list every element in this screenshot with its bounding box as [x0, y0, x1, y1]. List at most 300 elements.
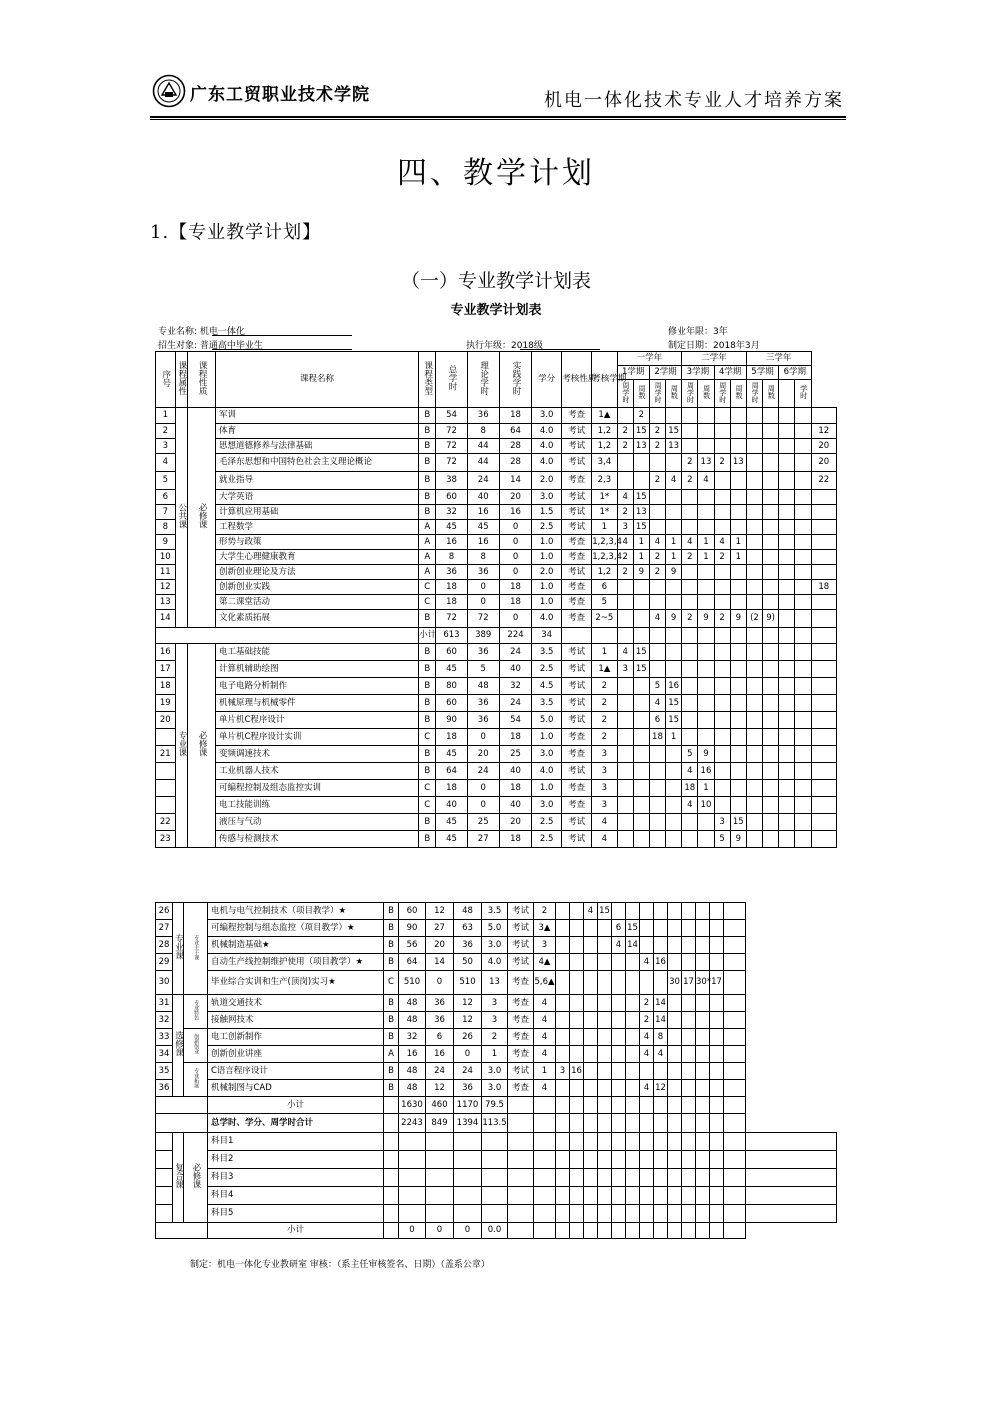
cell-value: 40	[467, 490, 499, 505]
cell-value: 3.0	[482, 937, 508, 954]
cell-value: 2,3	[592, 472, 617, 490]
cell-blank	[562, 628, 592, 644]
cell-value	[570, 1187, 584, 1205]
group-prof-main-text: 专业主干课	[193, 934, 200, 960]
cell-value	[570, 1133, 584, 1151]
cell-value: 9	[730, 610, 746, 628]
group-elective	[173, 995, 184, 1097]
meta-underline	[520, 349, 600, 350]
cell-course-name: 变频调速技术	[215, 746, 418, 763]
cell-value	[682, 954, 696, 971]
cell-value	[666, 408, 682, 424]
cell-value: 考试	[562, 520, 592, 535]
subtotal-label: 小计	[419, 628, 436, 644]
cell-value: 36	[454, 937, 482, 954]
cell-value: 15	[633, 520, 649, 535]
cell-value	[724, 1187, 746, 1205]
subtotal-value: 0	[399, 1223, 426, 1239]
cell-blank	[556, 1097, 570, 1114]
cell-value	[763, 729, 779, 746]
cell-seq	[156, 797, 176, 814]
cell-value	[763, 780, 779, 797]
table-row	[156, 1046, 837, 1063]
cell-value	[811, 831, 837, 848]
cell-value: 40	[499, 797, 531, 814]
cell-value: 考查	[562, 797, 592, 814]
cell-value	[779, 712, 795, 729]
cell-value	[698, 595, 714, 610]
cell-value: 36	[467, 695, 499, 712]
cell-value: 16	[399, 1046, 426, 1063]
cell-value	[696, 937, 710, 954]
meta-major: 专业名称: 机电一体化	[158, 327, 245, 337]
cell-value: 考查	[562, 550, 592, 565]
group-required-composite-text: 必修课	[190, 1163, 201, 1189]
cell-value	[668, 1169, 682, 1187]
cell-seq: 31	[156, 995, 173, 1012]
cell-value	[584, 1080, 598, 1097]
cell-value: 18	[682, 780, 698, 797]
cell-value: 6	[649, 712, 665, 729]
cell-blank	[746, 628, 762, 644]
cell-value: 1,2	[592, 565, 617, 580]
cell-value	[617, 797, 633, 814]
cell-value: 2	[682, 610, 698, 628]
cell-value: 8	[654, 1029, 668, 1046]
cell-value: 2	[617, 565, 633, 580]
cell-value	[584, 937, 598, 954]
cell-value	[612, 1205, 626, 1223]
cell-seq: 18	[156, 678, 176, 695]
cell-value	[570, 1080, 584, 1097]
cell-value: 18	[499, 831, 531, 848]
subtotal-value: 79.5	[482, 1097, 508, 1114]
cell-value: 72	[467, 610, 499, 628]
cell-value: 3.0	[532, 408, 562, 424]
cell-value	[746, 661, 762, 678]
cell-blank	[617, 628, 633, 644]
cell-course-name: 电子电路分析制作	[215, 678, 418, 695]
cell-value: 14	[499, 472, 531, 490]
cell-value	[598, 971, 612, 995]
cell-value	[556, 1046, 570, 1063]
cell-seq: 27	[156, 920, 173, 937]
cell-value	[482, 1133, 508, 1151]
cell-value: B	[384, 920, 399, 937]
cell-value	[682, 995, 696, 1012]
cell-value: 1.0	[532, 729, 562, 746]
grand-total-value: 1394	[454, 1114, 482, 1133]
cell-value	[724, 1046, 746, 1063]
cell-value	[795, 520, 811, 535]
cell-value	[763, 472, 779, 490]
cell-value	[534, 1151, 556, 1169]
cell-value: 54	[436, 408, 467, 424]
cell-value: 3	[592, 763, 617, 780]
cell-value: B	[384, 1029, 399, 1046]
cell-value	[570, 1169, 584, 1187]
cell-value	[666, 831, 682, 848]
cell-value	[795, 695, 811, 712]
cell-value: 50	[454, 954, 482, 971]
cell-value: C	[419, 780, 436, 797]
cell-value	[682, 1187, 696, 1205]
cell-value: 考试	[562, 831, 592, 848]
cell-value	[633, 595, 649, 610]
cell-value	[795, 712, 811, 729]
group-professional-cont-text: 专业课	[173, 934, 184, 960]
cell-value: 考试	[562, 678, 592, 695]
cell-value: 考查	[508, 1080, 534, 1097]
cell-blank	[668, 1223, 682, 1239]
cell-value: 90	[399, 920, 426, 937]
cell-value: 28	[499, 454, 531, 472]
cell-value: 4	[654, 1046, 668, 1063]
cell-value: 48	[399, 995, 426, 1012]
cell-value	[795, 763, 811, 780]
cell-value: 1	[730, 535, 746, 550]
col-total	[436, 352, 467, 408]
cell-value	[779, 644, 795, 661]
cell-value: 2	[682, 454, 698, 472]
col-credit: 学分	[532, 352, 562, 408]
cell-value	[426, 1187, 454, 1205]
cell-value	[696, 920, 710, 937]
cell-value	[714, 780, 730, 797]
cell-seq	[156, 1205, 173, 1223]
cell-value	[556, 1187, 570, 1205]
cell-value: B	[419, 763, 436, 780]
cell-blank	[156, 628, 419, 644]
cell-value	[714, 565, 730, 580]
cell-value	[746, 797, 762, 814]
cell-value: 72	[436, 610, 467, 628]
cell-value	[682, 695, 698, 712]
subtotal-value: 0	[426, 1223, 454, 1239]
grand-total-value: 849	[426, 1114, 454, 1133]
cell-value: B	[419, 678, 436, 695]
cell-value: 9	[698, 746, 714, 763]
cell-course-name: 电工创新制作	[208, 1029, 384, 1046]
cell-value: 16	[436, 535, 467, 550]
cell-value	[698, 565, 714, 580]
header-rule-thin	[150, 119, 846, 120]
cell-value	[654, 1063, 668, 1080]
cell-value: 45	[467, 520, 499, 535]
cell-value: 63	[454, 920, 482, 937]
cell-course-name: 创新创业讲座	[208, 1046, 384, 1063]
cell-value	[795, 454, 811, 472]
col-seq	[156, 352, 176, 408]
cell-value	[570, 995, 584, 1012]
cell-value	[666, 763, 682, 780]
cell-value	[626, 903, 640, 920]
col-hours-text: 周学时	[686, 381, 695, 403]
cell-value	[779, 520, 795, 535]
cell-value	[640, 1133, 654, 1151]
cell-value	[779, 661, 795, 678]
cell-value	[811, 610, 837, 628]
cell-value: 24	[426, 1063, 454, 1080]
cell-seq: 19	[156, 695, 176, 712]
cell-course-name: 体育	[215, 424, 418, 439]
cell-value: 考试	[562, 661, 592, 678]
cell-value	[612, 1046, 626, 1063]
table-row	[156, 763, 837, 780]
cell-blank	[612, 1097, 626, 1114]
group-prof-feature	[184, 995, 208, 1029]
cell-value	[584, 1187, 598, 1205]
cell-seq	[156, 1187, 173, 1205]
cell-value: 8	[436, 550, 467, 565]
cell-value: 60	[399, 903, 426, 920]
cell-value	[617, 678, 633, 695]
cell-value: 考试	[562, 763, 592, 780]
cell-value: 1.0	[532, 550, 562, 565]
cell-value	[746, 1169, 837, 1187]
cell-value	[649, 746, 665, 763]
cell-value	[617, 595, 633, 610]
cell-value	[724, 1133, 746, 1151]
cell-value	[724, 1029, 746, 1046]
cell-value	[779, 490, 795, 505]
cell-value: 3.0	[532, 797, 562, 814]
cell-blank	[584, 1223, 598, 1239]
cell-value	[795, 814, 811, 831]
cell-value: 64	[399, 954, 426, 971]
table-row	[156, 712, 837, 729]
cell-value	[696, 1080, 710, 1097]
cell-value: 1	[633, 535, 649, 550]
group-expand-text: 专业拓展	[193, 1068, 200, 1089]
cell-value: 考试	[562, 490, 592, 505]
cell-value: 8	[467, 424, 499, 439]
cell-value: 考查	[562, 535, 592, 550]
cell-seq	[156, 763, 176, 780]
cell-course-name: 轨道交通技术	[208, 995, 384, 1012]
cell-value	[710, 1205, 724, 1223]
cell-value: 13	[482, 971, 508, 995]
cell-value	[746, 535, 762, 550]
cell-value: B	[419, 490, 436, 505]
cell-value	[710, 1046, 724, 1063]
cell-value	[626, 954, 640, 971]
col-type	[419, 352, 436, 408]
cell-value: 45	[436, 746, 467, 763]
cell-value: 4.0	[532, 763, 562, 780]
cell-value	[584, 1046, 598, 1063]
cell-value	[811, 550, 837, 565]
cell-value: 20	[811, 439, 837, 454]
cell-value	[730, 780, 746, 797]
cell-blank	[384, 1223, 399, 1239]
cell-blank	[570, 1223, 584, 1239]
cell-value	[714, 490, 730, 505]
cell-value	[811, 678, 837, 695]
cell-seq: 5	[156, 472, 176, 490]
cell-value: 3	[534, 937, 556, 954]
cell-seq: 12	[156, 580, 176, 595]
cell-blank	[534, 1223, 556, 1239]
cell-value	[795, 565, 811, 580]
cell-value	[668, 1187, 682, 1205]
cell-value	[763, 439, 779, 454]
cell-value: 32	[399, 1029, 426, 1046]
cell-blank	[156, 1114, 208, 1133]
cell-value: 18	[436, 780, 467, 797]
cell-value	[698, 505, 714, 520]
cell-value: 15	[633, 490, 649, 505]
cell-value: B	[419, 695, 436, 712]
cell-value: 4	[640, 1029, 654, 1046]
table-row	[156, 454, 837, 472]
cell-seq: 22	[156, 814, 176, 831]
table-row	[156, 971, 837, 995]
cell-value: 45	[436, 520, 467, 535]
cell-value	[666, 580, 682, 595]
cell-value: 考查	[562, 746, 592, 763]
cell-value: 2	[714, 550, 730, 565]
section-heading: 1.【专业教学计划】	[150, 222, 322, 243]
col-exam: 考核性质	[562, 352, 592, 408]
cell-value: 考查	[508, 1012, 534, 1029]
cell-value	[649, 763, 665, 780]
cell-course-name: 形势与政策	[215, 535, 418, 550]
col-practice-text: 实践学时	[510, 361, 521, 396]
cell-value	[811, 520, 837, 535]
cell-value	[598, 1063, 612, 1080]
table-row	[156, 695, 837, 712]
cell-value	[666, 520, 682, 535]
cell-value	[508, 1187, 534, 1205]
cell-value: 4	[640, 1046, 654, 1063]
cell-value: 考试	[562, 505, 592, 520]
cell-value	[666, 490, 682, 505]
cell-value	[612, 1012, 626, 1029]
cell-value	[666, 797, 682, 814]
cell-value	[570, 937, 584, 954]
cell-value	[649, 454, 665, 472]
cell-value	[763, 644, 779, 661]
cell-course-name: 创新创业实践	[215, 580, 418, 595]
cell-value: 0	[467, 729, 499, 746]
cell-value	[598, 1012, 612, 1029]
col-term-2: 2学期	[649, 366, 681, 380]
cell-value	[570, 1151, 584, 1169]
page-header	[150, 72, 846, 114]
cell-value	[640, 1063, 654, 1080]
cell-value	[649, 780, 665, 797]
cell-value	[795, 644, 811, 661]
cell-value	[746, 814, 762, 831]
table-row	[156, 424, 837, 439]
cell-course-name: 思想道德修养与法律基础	[215, 439, 418, 454]
cell-value: B	[419, 831, 436, 848]
cell-value	[710, 920, 724, 937]
meta-duration: 修业年限：3年	[668, 327, 728, 337]
cell-value	[763, 505, 779, 520]
cell-blank	[156, 1223, 208, 1239]
cell-value: 2	[592, 712, 617, 729]
cell-value: 3	[714, 814, 730, 831]
col-hours-text: 周学时	[621, 381, 630, 403]
cell-value: 2	[714, 610, 730, 628]
cell-value	[724, 937, 746, 954]
cell-blank	[592, 628, 617, 644]
cell-value: 36	[467, 565, 499, 580]
cell-value	[682, 1063, 696, 1080]
col-weeks	[763, 380, 779, 408]
cell-blank	[811, 628, 837, 644]
cell-blank	[508, 1223, 534, 1239]
cell-value	[612, 903, 626, 920]
cell-value: 15	[633, 661, 649, 678]
cell-value	[633, 797, 649, 814]
cell-value	[730, 797, 746, 814]
table-title: 专业教学计划表	[450, 303, 542, 318]
cell-value	[795, 661, 811, 678]
cell-value: 4	[649, 610, 665, 628]
group-professional	[175, 644, 188, 848]
cell-seq: 9	[156, 535, 176, 550]
col-practice	[499, 352, 531, 408]
col-xueshi-text: 学时	[799, 385, 808, 400]
cell-value: 4	[682, 535, 698, 550]
cell-value	[724, 1151, 746, 1169]
cell-value	[640, 937, 654, 954]
grand-total-value: 113.5	[482, 1114, 508, 1133]
cell-value: 2	[649, 439, 665, 454]
cell-value	[763, 424, 779, 439]
cell-value: 4	[534, 1012, 556, 1029]
cell-value: 12	[654, 1080, 668, 1097]
cell-blank	[724, 1223, 746, 1239]
cell-value	[730, 595, 746, 610]
cell-value	[698, 439, 714, 454]
cell-blank	[598, 1114, 612, 1133]
cell-seq: 7	[156, 505, 176, 520]
cell-value: 72	[436, 454, 467, 472]
cell-value: 考试	[562, 644, 592, 661]
group-expand	[184, 1063, 208, 1097]
cell-seq: 23	[156, 831, 176, 848]
cell-value	[633, 763, 649, 780]
table-row	[156, 1187, 837, 1205]
cell-value	[795, 831, 811, 848]
cell-value	[649, 520, 665, 535]
col-xueshi	[795, 380, 811, 408]
cell-value	[598, 954, 612, 971]
cell-value: 考查	[562, 780, 592, 797]
cell-value: 考查	[562, 595, 592, 610]
cell-value: 4	[649, 695, 665, 712]
cell-value: 20	[811, 454, 837, 472]
cell-value	[730, 565, 746, 580]
cell-value: 510	[454, 971, 482, 995]
cell-value: 1	[698, 780, 714, 797]
cell-value: 考查	[508, 995, 534, 1012]
cell-value	[746, 695, 762, 712]
cell-value	[724, 1205, 746, 1223]
table-row	[156, 729, 837, 746]
cell-seq: 20	[156, 712, 176, 729]
cell-value	[710, 1169, 724, 1187]
cell-value	[696, 1133, 710, 1151]
cell-value: 36	[467, 712, 499, 729]
cell-value	[682, 520, 698, 535]
cell-value: 0	[499, 520, 531, 535]
cell-value: 1	[698, 535, 714, 550]
